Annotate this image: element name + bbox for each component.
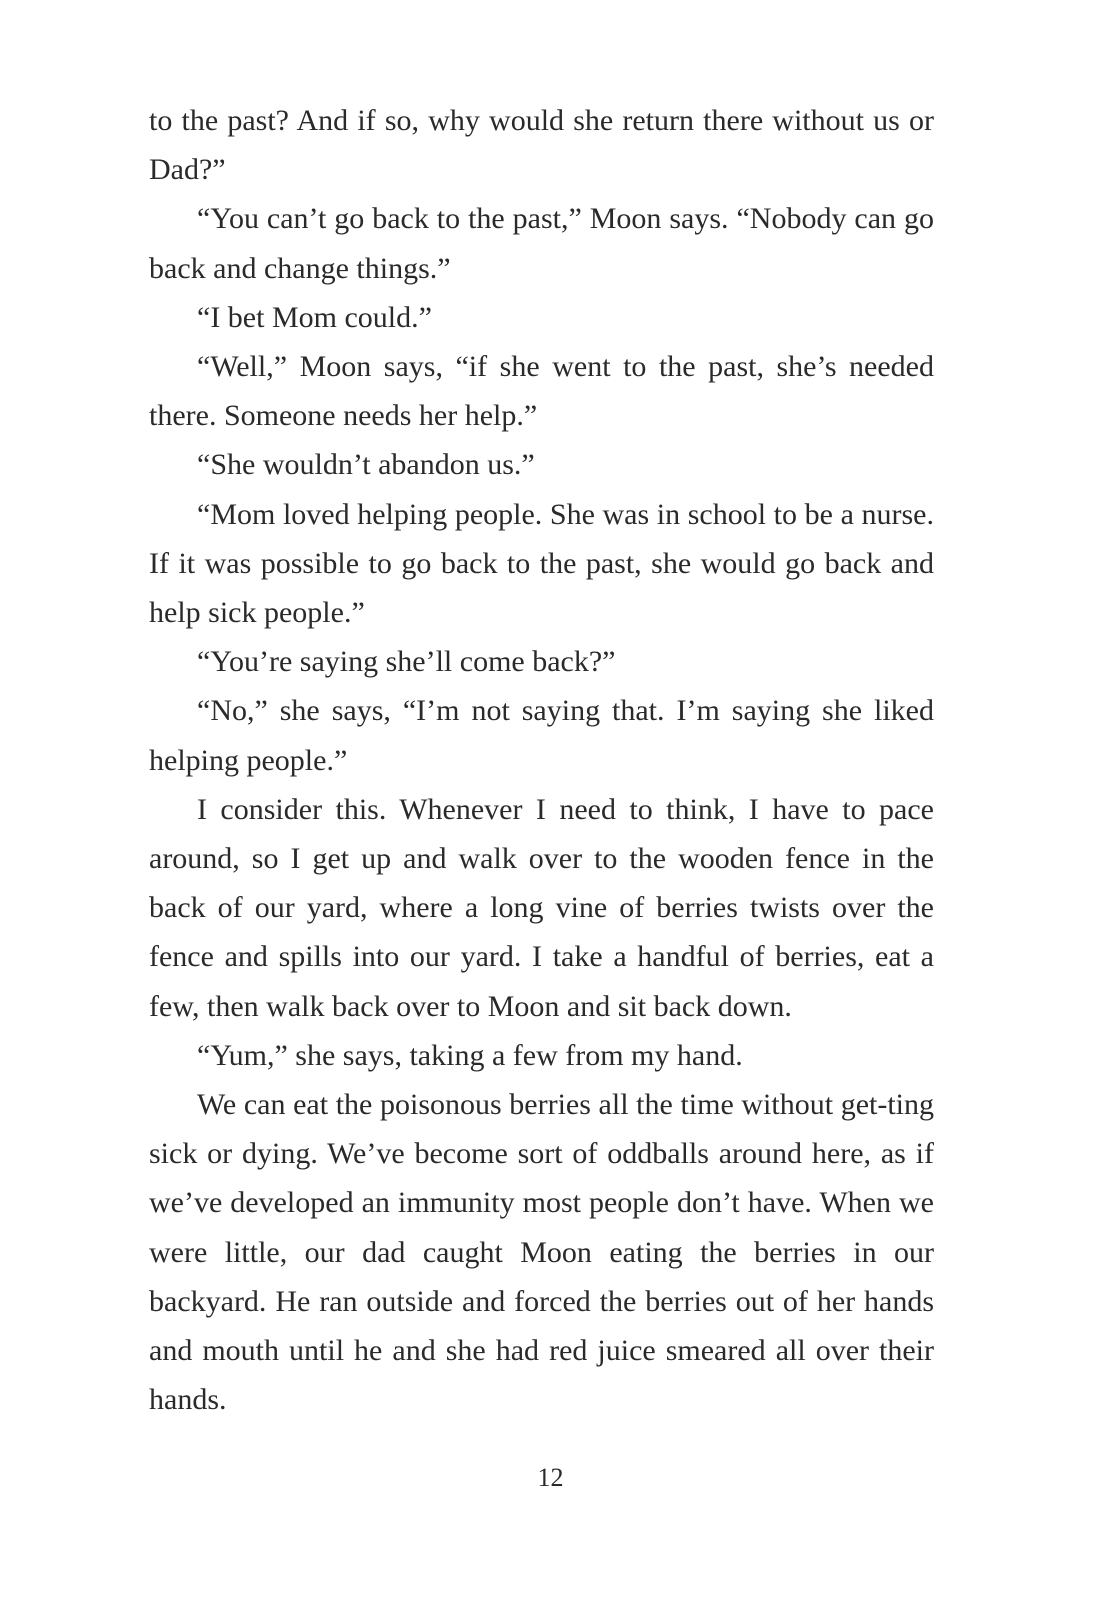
paragraph: “You can’t go back to the past,” Moon says. “Nobody can go back and change things.” (149, 202, 934, 285)
paragraph: “No,” she says, “I’m not saying that. I’m saying she liked helping people.” (149, 694, 934, 777)
paragraph: We can eat the poisonous berries all the time without get-ting sick or dying. We’ve become sort of oddballs around here, as if we’ve developed an immunity most people don’t have. When we were little, our dad caught Moon eating the berries in our backyard. He ran outside and forced the berries out of her hands and mouth until he and she had red juice smeared all over their hands. (149, 1088, 934, 1417)
body-text (149, 96, 934, 1424)
paragraph: “Mom loved helping people. She was in school to be a nurse. If it was possible to go back to the past, she would go back and help sick people.” (149, 497, 934, 630)
paragraph: “Well,” Moon says, “if she went to the past, she’s needed there. Someone needs her help.” (149, 350, 934, 433)
paragraph: “Yum,” she says, taking a few from my hand. (197, 1038, 743, 1072)
paragraph: “She wouldn’t abandon us.” (197, 448, 535, 482)
paragraph: “I bet Mom could.” (197, 300, 432, 334)
paragraph: I consider this. Whenever I need to think, I have to pace around, so I get up and walk over to the wooden fence in the back of our yard, where a long vine of berries twists over the fence and spills into our yard. I take a handful of berries, eat a few, then walk back over to Moon and sit back down. (149, 792, 934, 1023)
paragraph-continued: to the past? And if so, why would she return there without us or Dad?” (149, 104, 934, 187)
page-number: 12 (537, 1463, 564, 1492)
paragraph: “You’re saying she’ll come back?” (197, 645, 616, 679)
